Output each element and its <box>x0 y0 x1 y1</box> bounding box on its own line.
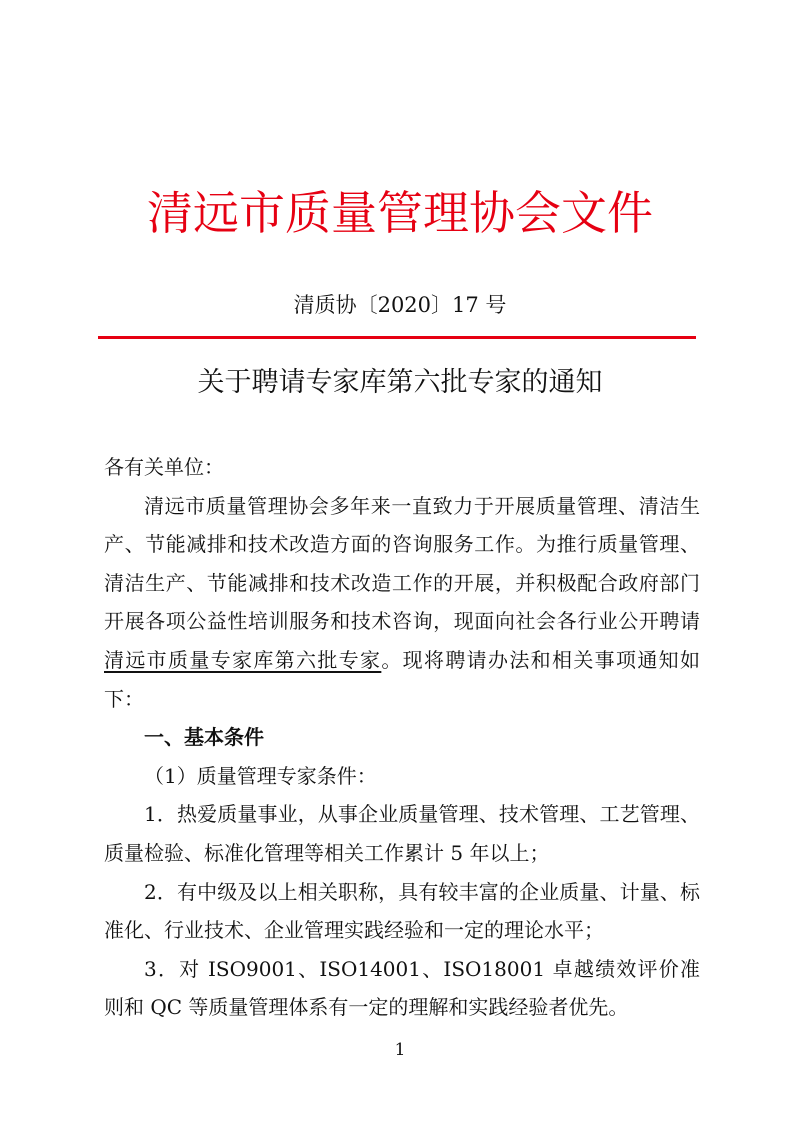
salutation: 各有关单位： <box>104 455 224 479</box>
intro-underlined-highlight: 清远市质量专家库第六批专家 <box>104 647 382 672</box>
organization-header-title: 清远市质量管理协会文件 <box>147 186 653 240</box>
document-body <box>104 448 700 1027</box>
section-heading-basic-conditions: 一、基本条件 <box>144 725 264 750</box>
red-divider-line <box>98 336 696 339</box>
page-number: 1 <box>394 1040 406 1060</box>
intro-text-after: 。现将聘请办法和相关事项通知如下： <box>104 647 701 711</box>
condition-item-1: 1．热爱质量事业，从事企业质量管理、技术管理、工艺管理、质量检验、标准化管理等相关工作累计 5 年以上； <box>104 802 700 865</box>
document-number: 清质协〔2020〕17 号 <box>293 293 507 317</box>
condition-item-2: 2．有中级及以上相关职称，具有较丰富的企业质量、计量、标准化、行业技术、企业管理实践经验和一定的理论水平； <box>104 879 700 943</box>
notice-title: 关于聘请专家库第六批专家的通知 <box>197 367 603 398</box>
subsection-heading-quality-expert: （1）质量管理专家条件： <box>144 763 377 788</box>
intro-text-before: 清远市质量管理协会多年来一直致力于开展质量管理、清洁生产、节能减排和技术改造方面的咨询服务工作。为推行质量管理、清洁生产、节能减排和技术改造工作的开展，并积极配合政府部门开展各项公益性培训服务和技术咨询，现面向社会各行业公开聘请 <box>104 493 700 634</box>
intro-paragraph <box>104 487 700 719</box>
condition-item-3: 3．对 ISO9001、ISO14001、ISO18001 卓越绩效评价准则和 QC 等质量管理体系有一定的理解和实践经验者优先。 <box>104 956 700 1020</box>
